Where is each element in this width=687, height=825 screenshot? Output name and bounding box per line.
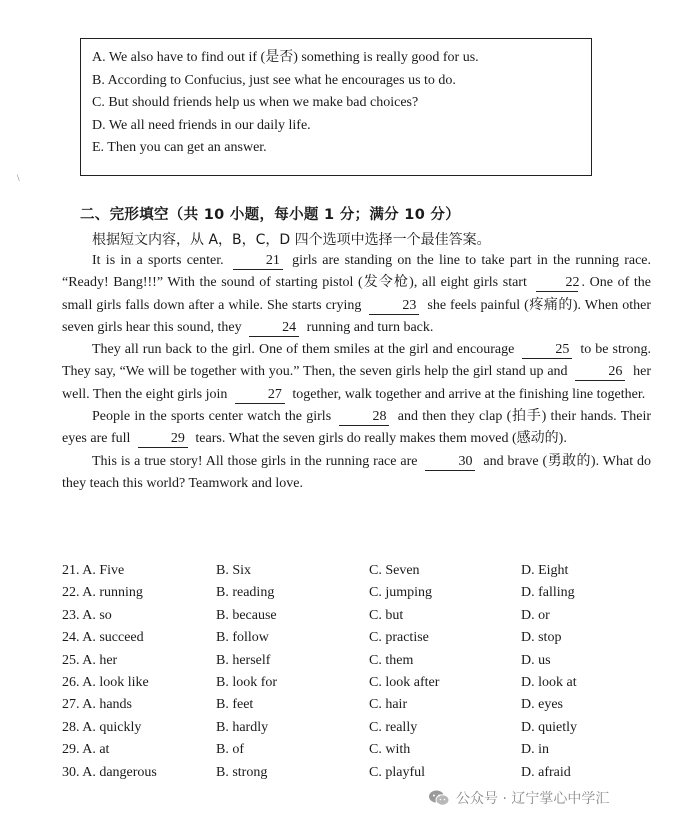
option: D. falling: [521, 585, 575, 601]
option-row-27: [62, 697, 662, 719]
option: C. practise: [369, 630, 429, 646]
text: running and turn back.: [306, 319, 434, 335]
option: B. because: [216, 607, 277, 623]
paragraph-3: [62, 406, 651, 451]
text: her well. Then the eight girls join: [62, 364, 651, 402]
wechat-icon: [428, 789, 450, 807]
box-sentence-e: E. Then you can get an answer.: [92, 140, 267, 155]
option-row-26: [62, 675, 662, 697]
blank-22: 22: [536, 275, 578, 292]
option: C. look after: [369, 674, 440, 690]
option: D. or: [521, 607, 550, 623]
option-row-29: [62, 742, 662, 764]
option: 23. A. so: [62, 607, 112, 623]
text: This is a true story! All those girls in the running race are: [92, 453, 418, 469]
option: B. follow: [216, 630, 269, 646]
option: 30. A. dangerous: [62, 764, 157, 780]
blank-23: 23: [369, 298, 419, 315]
option: D. in: [521, 742, 549, 758]
blank-26: 26: [575, 364, 625, 381]
text: and brave (勇敢的). What do they teach this world? Teamwork and love.: [62, 453, 652, 491]
text: and then they clap (拍手) their hands. Their eyes are full: [62, 409, 652, 447]
option-row-28: [62, 720, 662, 742]
text: People in the sports center watch the girls: [92, 409, 332, 425]
option: D. stop: [521, 630, 562, 646]
option: C. with: [369, 742, 411, 758]
option: 27. A. hands: [62, 697, 132, 713]
instruction: 根据短文内容，从 A，B，C，D 四个选项中选择一个最佳答案。: [92, 232, 491, 248]
scan-mark: \: [17, 173, 20, 183]
text: tears. What the seven girls do really makes them moved (感动的).: [195, 431, 567, 447]
text: They all run back to the girl. One of them smiles at the girl and encourage: [92, 342, 515, 358]
option: D. look at: [521, 674, 577, 690]
option: 25. A. her: [62, 652, 118, 668]
option: C. jumping: [369, 585, 433, 601]
option: B. look for: [216, 674, 278, 690]
option: 26. A. look like: [62, 674, 149, 690]
blank-21: 21: [233, 253, 283, 270]
box-sentence-b: B. According to Confucius, just see what he encourages us to do.: [92, 72, 456, 88]
text: girls are standing on the line to take part in the running race. “Ready! Bang!!!” With the sound of starting pistol (发令枪), all eight girls start: [62, 253, 652, 291]
option-row-21: [62, 563, 662, 585]
option: C. really: [369, 719, 418, 735]
option: C. but: [369, 607, 404, 623]
option: D. afraid: [521, 764, 571, 780]
option: 22. A. running: [62, 585, 143, 601]
option: B. hardly: [216, 719, 269, 735]
box-sentence-c: C. But should friends help us when we make bad choices?: [92, 95, 419, 110]
option-row-23: [62, 608, 662, 630]
option: B. Six: [216, 563, 252, 578]
option: 21. A. Five: [62, 563, 125, 578]
option-row-30: [62, 765, 662, 787]
option: D. Eight: [521, 563, 569, 578]
option: C. hair: [369, 697, 408, 713]
option: D. quietly: [521, 719, 577, 735]
text: . One of the small girls falls down after a while. She starts crying: [62, 275, 652, 313]
blank-28: 28: [339, 409, 389, 426]
watermark-text: 公众号 · 辽宁掌心中学汇: [456, 791, 610, 807]
cloze-passage: [62, 250, 651, 495]
watermark: [428, 788, 609, 808]
box-sentence-d: D. We all need friends in our daily life.: [92, 117, 311, 133]
option: C. them: [369, 652, 414, 668]
option-row-22: [62, 585, 662, 607]
option: 28. A. quickly: [62, 719, 142, 735]
option-row-24: [62, 630, 662, 652]
option: D. eyes: [521, 697, 563, 713]
option: B. herself: [216, 652, 271, 668]
option: B. reading: [216, 585, 275, 601]
text: It is in a sports center.: [92, 253, 224, 268]
option: C. playful: [369, 764, 425, 780]
options-box: [80, 38, 592, 176]
paragraph-4: [62, 451, 651, 496]
section-title: 二、完形填空（共 10 小题，每小题 1 分；满分 10 分）: [80, 207, 461, 223]
option: B. feet: [216, 697, 254, 713]
paragraph-1: [62, 250, 651, 339]
option: 29. A. at: [62, 742, 110, 758]
text: she feels painful (疼痛的). When other seven girls hear this sound, they: [62, 297, 652, 335]
blank-25: 25: [522, 342, 572, 359]
option: 24. A. succeed: [62, 630, 144, 646]
blank-24: 24: [249, 320, 299, 337]
option: B. strong: [216, 764, 268, 780]
blank-29: 29: [138, 431, 188, 448]
text: together, walk together and arrive at the finishing line together.: [292, 386, 646, 402]
option: D. us: [521, 652, 551, 668]
answer-options: [62, 563, 662, 787]
paragraph-2: [62, 339, 651, 406]
blank-30: 30: [425, 454, 475, 471]
text: to be strong. They say, “We will be together with you.” Then, the seven girls help the girl stand up and: [62, 342, 652, 380]
box-sentence-a: A. We also have to find out if (是否) something is really good for us.: [92, 50, 479, 65]
blank-27: 27: [235, 387, 285, 404]
option-row-25: [62, 653, 662, 675]
option: B. of: [216, 742, 244, 758]
option: C. Seven: [369, 563, 420, 578]
